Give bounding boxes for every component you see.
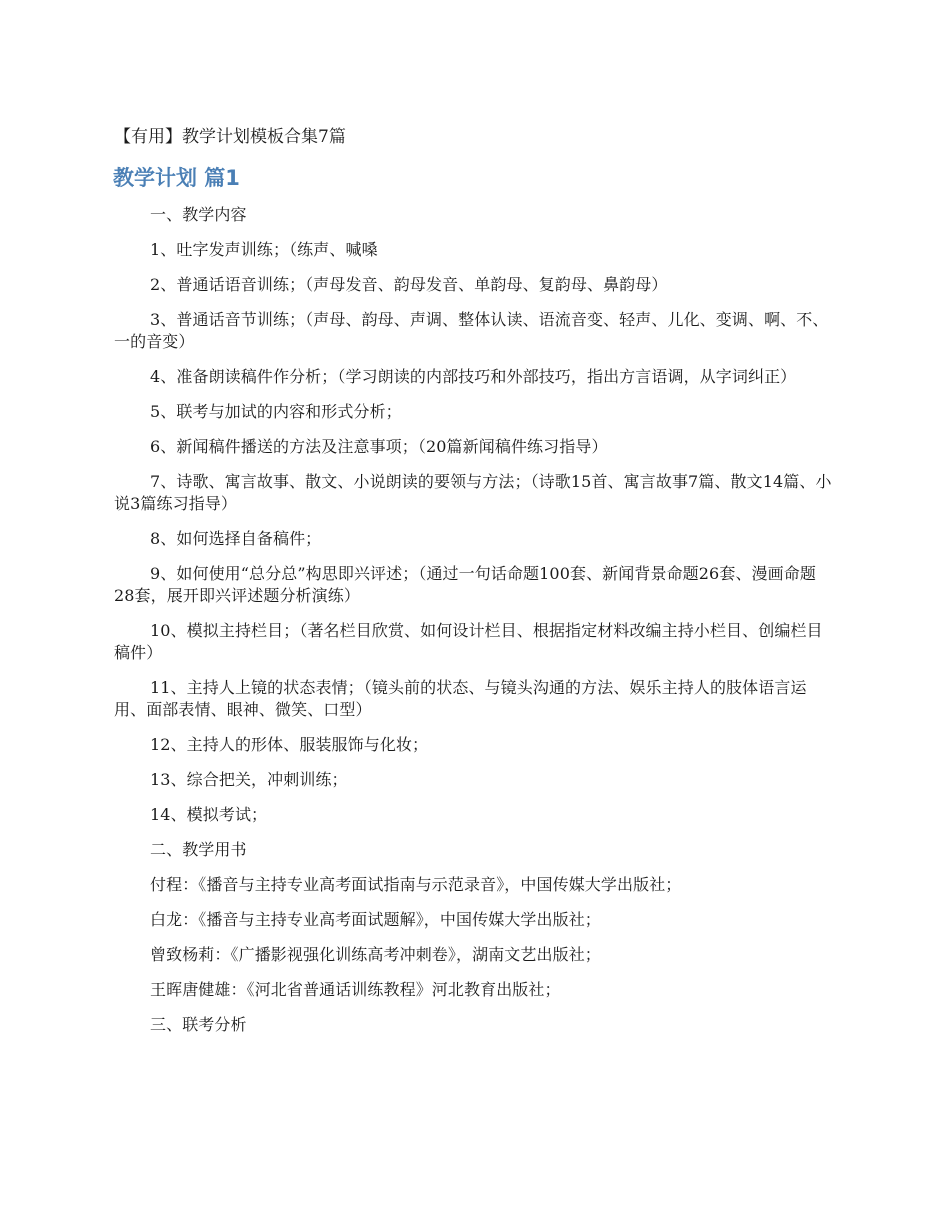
paragraph-item-3: 3、普通话音节训练；（声母、韵母、声调、整体认读、语流音变、轻声、儿化、变调、啊、不、一的音变） (114, 310, 829, 351)
paragraph-item-9: 9、如何使用“总分总”构思即兴评述；（通过一句话命题100套、新闻背景命题26套、漫画命题28套，展开即兴评述题分析演练） (114, 564, 816, 605)
paragraph-item-6: 6、新闻稿件播送的方法及注意事项；（20篇新闻稿件练习指导） (150, 437, 608, 456)
paragraph-book-4: 王晖唐健雄：《河北省普通话训练教程》河北教育出版社； (150, 980, 561, 999)
paragraph-item-7: 7、诗歌、寓言故事、散文、小说朗读的要领与方法；（诗歌15首、寓言故事7篇、散文14篇、小说3篇练习指导） (114, 472, 832, 513)
paragraph-section-2-title: 二、教学用书 (150, 840, 247, 859)
paragraph-item-1: 1、吐字发声训练；（练声、喊嗓 (150, 240, 378, 259)
document-title: 【有用】教学计划模板合集7篇 (114, 127, 346, 147)
paragraph-book-2: 白龙：《播音与主持专业高考面试题解》，中国传媒大学出版社； (150, 910, 601, 929)
paragraph-item-2: 2、普通话语音训练；（声母发音、韵母发音、单韵母、复韵母、鼻韵母） (150, 275, 668, 294)
paragraph-item-11: 11、主持人上镜的状态表情；（镜头前的状态、与镜头沟通的方法、娱乐主持人的肢体语言运用、面部表情、眼神、微笑、口型） (114, 678, 807, 719)
paragraph-item-14: 14、模拟考试； (150, 805, 268, 824)
paragraph-item-5: 5、联考与加试的内容和形式分析； (150, 402, 402, 421)
paragraph-section-3-title: 三、联考分析 (150, 1015, 247, 1034)
paragraph-item-8: 8、如何选择自备稿件； (150, 529, 322, 548)
paragraph-book-3: 曾致杨莉：《广播影视强化训练高考冲刺卷》，湖南文艺出版社； (150, 945, 601, 964)
document-body (114, 204, 834, 1049)
paragraph-item-12: 12、主持人的形体、服装服饰与化妆； (150, 735, 429, 754)
paragraph-item-10: 10、模拟主持栏目；（著名栏目欣赏、如何设计栏目、根据指定材料改编主持小栏目、创编栏目稿件） (114, 621, 823, 662)
paragraph-section-1-title: 一、教学内容 (150, 205, 247, 224)
section-heading: 教学计划 篇1 (113, 166, 240, 190)
paragraph-item-13: 13、综合把关，冲刺训练； (150, 770, 348, 789)
paragraph-item-4: 4、准备朗读稿件作分析；（学习朗读的内部技巧和外部技巧，指出方言语调，从字词纠正） (150, 367, 797, 386)
paragraph-book-1: 付程：《播音与主持专业高考面试指南与示范录音》，中国传媒大学出版社； (150, 875, 682, 894)
